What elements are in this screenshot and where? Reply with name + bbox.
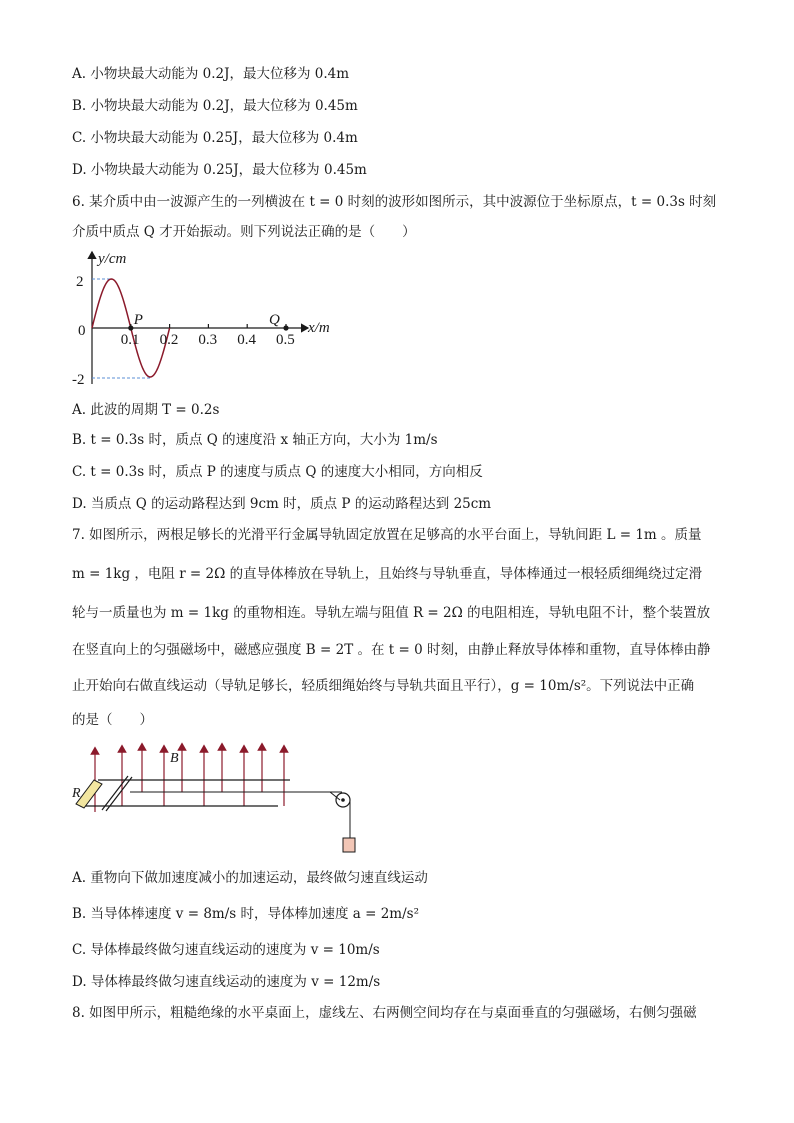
x-tick-0.5: 0.5	[276, 332, 295, 348]
q7-option-c: C. 导体棒最终做匀速直线运动的速度为 v = 10m/s	[72, 942, 380, 958]
q7-stem-line-3: 轮与一质量也为 m = 1kg 的重物相连。导轨左端与阻值 R = 2Ω 的电阻相连，导轨电阻不计，整个装置放	[72, 605, 711, 621]
origin-label: 0	[78, 323, 86, 339]
field-label-b: B	[170, 751, 179, 766]
y-axis-label: y/cm	[98, 251, 127, 267]
x-axis-label: x/m	[308, 320, 330, 336]
point-q-label: Q	[269, 312, 280, 328]
q7-option-b: B. 当导体棒速度 v = 8m/s 时，导体棒加速度 a = 2m/s²	[72, 906, 419, 922]
q7-option-d: D. 导体棒最终做匀速直线运动的速度为 v = 12m/s	[72, 974, 381, 990]
y-tick-neg2: -2	[72, 372, 85, 388]
rail-figure	[72, 740, 372, 856]
q8-stem-line-1: 8. 如图甲所示，粗糙绝缘的水平桌面上，虚线左、右两侧空间均存在与桌面垂直的匀强磁场，右侧匀强磁	[72, 1005, 697, 1021]
q5-option-d: D. 小物块最大动能为 0.25J，最大位移为 0.45m	[72, 162, 367, 178]
wave-graph	[72, 246, 342, 396]
q5-option-c: C. 小物块最大动能为 0.25J，最大位移为 0.4m	[72, 130, 358, 146]
weight-block	[343, 838, 355, 852]
point-q	[283, 325, 288, 330]
q6-stem-line-1: 6. 某介质中由一波源产生的一列横波在 t = 0 时刻的波形如图所示，其中波源位于坐标原点，t = 0.3s 时刻	[72, 194, 717, 210]
x-tick-0.4: 0.4	[237, 332, 256, 348]
x-tick-0.2: 0.2	[159, 332, 179, 348]
resistor-label: R	[72, 786, 81, 801]
q7-stem-line-5: 止开始向右做直线运动（导轨足够长，轻质细绳始终与导轨共面且平行），g = 10m/s²。下列说法中正确	[72, 678, 695, 694]
magnetic-field-arrows	[95, 746, 284, 812]
q5-option-b: B. 小物块最大动能为 0.2J，最大位移为 0.45m	[72, 98, 358, 114]
q6-option-b: B. t = 0.3s 时，质点 Q 的速度沿 x 轴正方向，大小为 1m/s	[72, 432, 438, 448]
q7-stem-line-4: 在竖直向上的匀强磁场中，磁感应强度 B = 2T 。在 t = 0 时刻，由静止释放导体棒和重物，直导体棒由静	[72, 642, 711, 658]
q6-option-c: C. t = 0.3s 时，质点 P 的速度与质点 Q 的速度大小相同，方向相反	[72, 464, 483, 480]
q6-option-d: D. 当质点 Q 的运动路程达到 9cm 时，质点 P 的运动路程达到 25cm	[72, 496, 492, 512]
q7-stem-line-2: m = 1kg ，电阻 r = 2Ω 的直导体棒放在导轨上，且始终与导轨垂直，导体棒通过一根轻质细绳绕过定滑	[72, 566, 703, 582]
x-tick-0.1: 0.1	[120, 332, 140, 348]
point-p	[128, 325, 133, 330]
point-p-label: P	[133, 312, 143, 328]
q6-stem-line-2: 介质中质点 Q 才开始振动。则下列说法正确的是（ ）	[72, 224, 416, 240]
y-tick-2: 2	[76, 274, 84, 290]
q7-stem-line-1: 7. 如图所示，两根足够长的光滑平行金属导轨固定放置在足够高的水平台面上，导轨间距 L = 1m 。质量	[72, 527, 702, 543]
q7-stem-line-6: 的是（ ）	[72, 712, 153, 728]
x-tick-0.3: 0.3	[198, 332, 218, 348]
q6-option-a: A. 此波的周期 T = 0.2s	[72, 402, 220, 418]
q5-option-a: A. 小物块最大动能为 0.2J，最大位移为 0.4m	[72, 66, 350, 82]
conductor-rod	[102, 776, 128, 810]
q7-option-a: A. 重物向下做加速度减小的加速运动，最终做匀速直线运动	[72, 870, 428, 886]
